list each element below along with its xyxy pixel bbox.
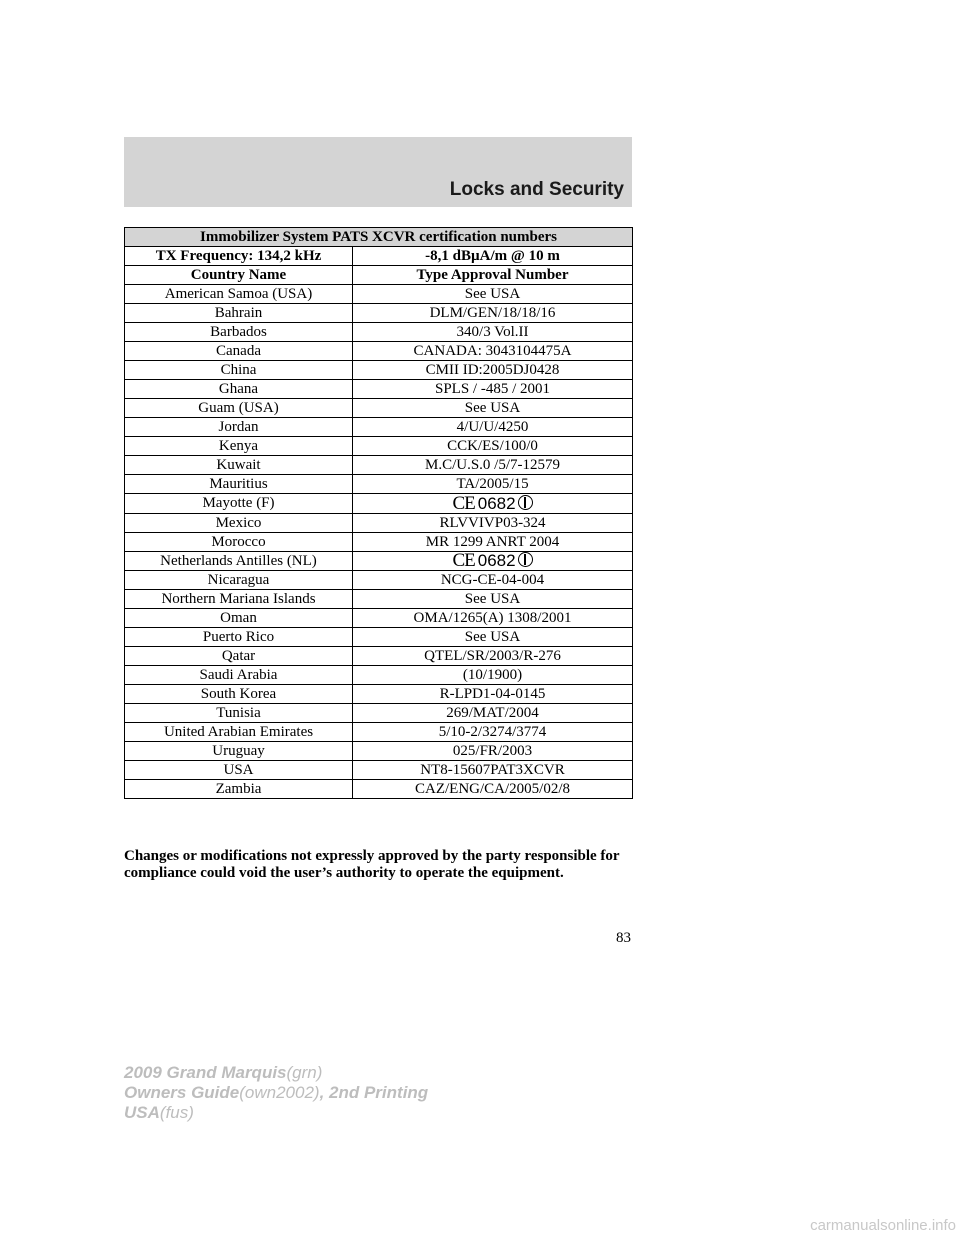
- country-name: Oman: [125, 609, 353, 628]
- footer-market-code: (fus): [159, 1103, 194, 1122]
- page-number: 83: [616, 930, 631, 946]
- footer-model-code: (grn): [286, 1063, 323, 1082]
- approval-number: TA/2005/15: [353, 475, 633, 494]
- approval-number: 5/10-2/3274/3774: [353, 723, 633, 742]
- country-name: Netherlands Antilles (NL): [125, 551, 353, 571]
- country-name: Bahrain: [125, 304, 353, 323]
- country-name: Kenya: [125, 437, 353, 456]
- country-name: Uruguay: [125, 742, 353, 761]
- approval-number: See USA: [353, 590, 633, 609]
- ce-mark-symbol: [452, 552, 532, 570]
- approval-number: MR 1299 ANRT 2004: [353, 532, 633, 551]
- approval-number: R-LPD1-04-0145: [353, 685, 633, 704]
- country-name: Saudi Arabia: [125, 666, 353, 685]
- country-name: Zambia: [125, 780, 353, 799]
- ce-logo: CE: [452, 493, 475, 514]
- column-header-row: [125, 266, 633, 285]
- column-header-country: Country Name: [125, 266, 353, 285]
- column-header-number: Type Approval Number: [353, 266, 633, 285]
- table-row: [125, 342, 633, 361]
- table-row: [125, 685, 633, 704]
- table-row: [125, 285, 633, 304]
- table-row: [125, 475, 633, 494]
- compliance-note: Changes or modifications not expressly approved by the party responsible for compliance could void the user’s authority to operate the equipment.: [124, 848, 620, 881]
- table-row: [125, 647, 633, 666]
- ce-logo: CE: [452, 551, 475, 571]
- table-row: [125, 513, 633, 532]
- table-row: [125, 571, 633, 590]
- table-row: [125, 380, 633, 399]
- country-name: Ghana: [125, 380, 353, 399]
- certification-table: [124, 227, 633, 799]
- footer-line-1: [124, 1063, 428, 1083]
- table-caption-row: [125, 228, 633, 247]
- table-row: [125, 551, 633, 571]
- table-row: [125, 532, 633, 551]
- approval-number: 025/FR/2003: [353, 742, 633, 761]
- approval-number: See USA: [353, 399, 633, 418]
- country-name: Canada: [125, 342, 353, 361]
- table-row: [125, 494, 633, 514]
- country-name: USA: [125, 761, 353, 780]
- footer-guide-code: (own2002): [239, 1083, 320, 1102]
- notified-body-number: 0682: [477, 551, 516, 571]
- alert-icon: [518, 552, 533, 567]
- approval-number: DLM/GEN/18/18/16: [353, 304, 633, 323]
- table-row: [125, 418, 633, 437]
- country-name: Qatar: [125, 647, 353, 666]
- footer-market: USA: [124, 1103, 160, 1122]
- table-row: [125, 666, 633, 685]
- approval-number: SPLS / -485 / 2001: [353, 380, 633, 399]
- footer-model: 2009 Grand Marquis: [124, 1063, 287, 1082]
- country-name: Morocco: [125, 532, 353, 551]
- approval-number: CMII ID:2005DJ0428: [353, 361, 633, 380]
- table-row: [125, 304, 633, 323]
- approval-number: CANADA: 3043104475A: [353, 342, 633, 361]
- country-name: Nicaragua: [125, 571, 353, 590]
- country-name: Barbados: [125, 323, 353, 342]
- table-row: [125, 723, 633, 742]
- table-row: [125, 590, 633, 609]
- tx-frequency: TX Frequency: 134,2 kHz: [125, 247, 353, 266]
- country-name: United Arabian Emirates: [125, 723, 353, 742]
- country-name: Northern Mariana Islands: [125, 590, 353, 609]
- frequency-row: [125, 247, 633, 266]
- table-row: [125, 456, 633, 475]
- approval-number: CCK/ES/100/0: [353, 437, 633, 456]
- document-footer: [124, 1063, 428, 1123]
- approval-number: NT8-15607PAT3XCVR: [353, 761, 633, 780]
- field-strength: -8,1 dBµA/m @ 10 m: [353, 247, 633, 266]
- approval-number: QTEL/SR/2003/R-276: [353, 647, 633, 666]
- country-name: China: [125, 361, 353, 380]
- approval-number: See USA: [353, 285, 633, 304]
- table-row: [125, 628, 633, 647]
- country-name: Tunisia: [125, 704, 353, 723]
- country-name: Jordan: [125, 418, 353, 437]
- watermark: carmanualsonline.info: [810, 1217, 956, 1234]
- approval-number: See USA: [353, 628, 633, 647]
- table-row: [125, 361, 633, 380]
- approval-number: RLVVIVP03-324: [353, 513, 633, 532]
- footer-guide: Owners Guide: [124, 1083, 240, 1102]
- ce-mark: [353, 494, 633, 514]
- table-caption: Immobilizer System PATS XCVR certification numbers: [125, 228, 633, 247]
- ce-mark-symbol: [452, 495, 532, 513]
- country-name: Mayotte (F): [125, 494, 353, 514]
- table-row: [125, 761, 633, 780]
- footer-line-2: [124, 1083, 428, 1103]
- country-name: South Korea: [125, 685, 353, 704]
- approval-number: NCG-CE-04-004: [353, 571, 633, 590]
- approval-number: 269/MAT/2004: [353, 704, 633, 723]
- country-name: American Samoa (USA): [125, 285, 353, 304]
- approval-number: 340/3 Vol.II: [353, 323, 633, 342]
- country-name: Mexico: [125, 513, 353, 532]
- footer-line-3: [124, 1103, 428, 1123]
- table-row: [125, 780, 633, 799]
- section-header-band: [124, 137, 632, 207]
- approval-number: M.C/U.S.0 /5/7-12579: [353, 456, 633, 475]
- table-row: [125, 323, 633, 342]
- ce-mark: [353, 551, 633, 571]
- table-row: [125, 399, 633, 418]
- country-name: Kuwait: [125, 456, 353, 475]
- country-name: Mauritius: [125, 475, 353, 494]
- country-name: Puerto Rico: [125, 628, 353, 647]
- table-row: [125, 437, 633, 456]
- table-row: [125, 742, 633, 761]
- table-row: [125, 609, 633, 628]
- country-name: Guam (USA): [125, 399, 353, 418]
- table-row: [125, 704, 633, 723]
- alert-icon: [518, 495, 533, 510]
- notified-body-number: 0682: [477, 493, 516, 513]
- approval-number: 4/U/U/4250: [353, 418, 633, 437]
- approval-number: CAZ/ENG/CA/2005/02/8: [353, 780, 633, 799]
- section-title: Locks and Security: [449, 179, 624, 200]
- approval-number: OMA/1265(A) 1308/2001: [353, 609, 633, 628]
- footer-printing: , 2nd Printing: [319, 1083, 429, 1102]
- approval-number: (10/1900): [353, 666, 633, 685]
